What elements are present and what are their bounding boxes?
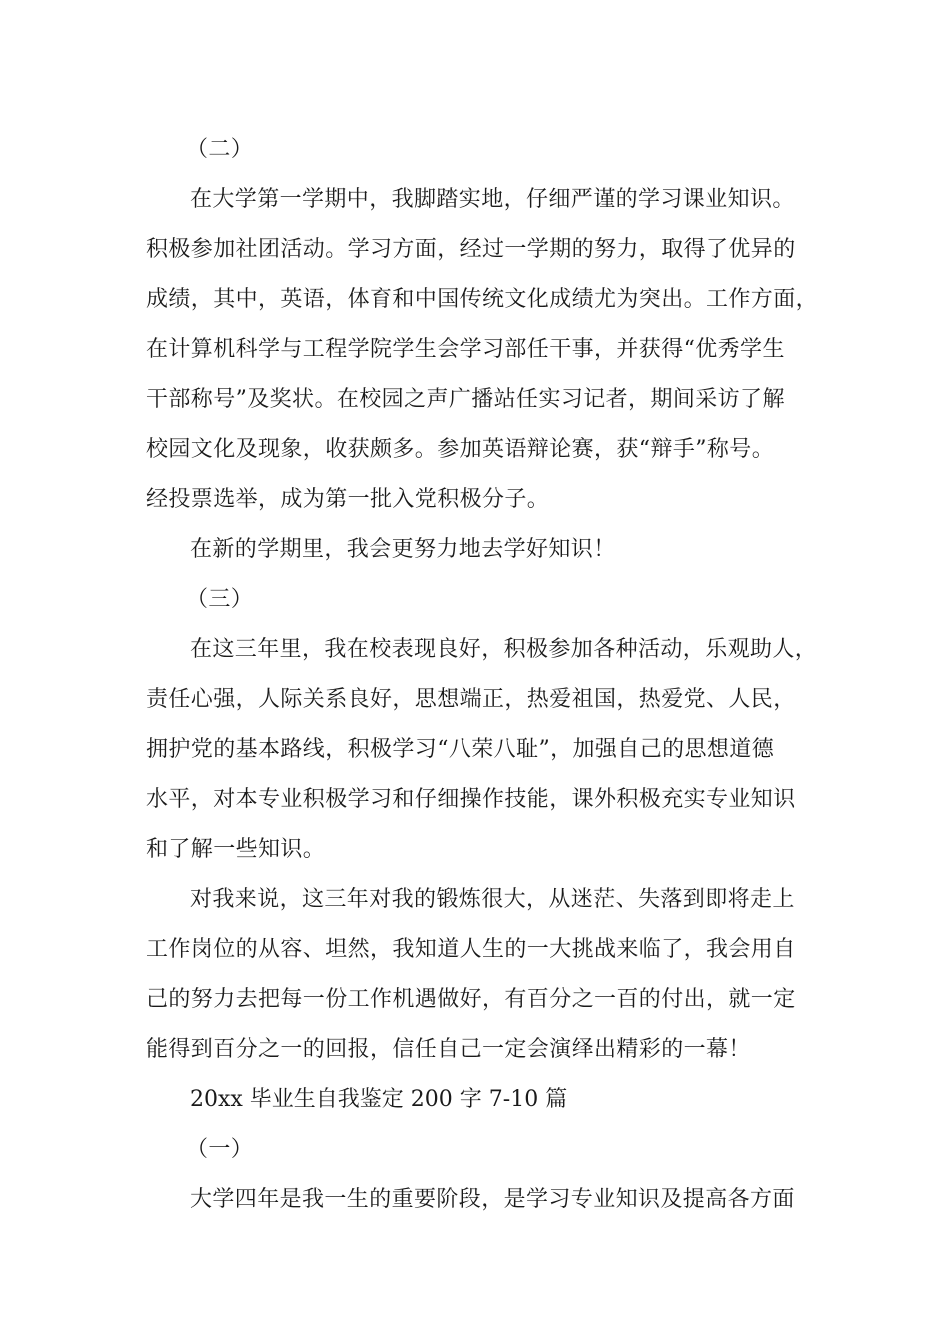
paragraph-line: 对我来说，这三年对我的锻炼很大，从迷茫、失落到即将走上: [190, 887, 795, 912]
paragraph-line: 在大学第一学期中，我脚踏实地，仔细严谨的学习课业知识。: [190, 187, 795, 212]
paragraph-line: 工作岗位的从容、坦然，我知道人生的一大挑战来临了，我会用自: [146, 937, 796, 962]
paragraph-line: 干部称号”及奖状。在校园之声广播站任实习记者，期间采访了解: [146, 387, 785, 412]
paragraph-line: 能得到百分之一的回报，信任自己一定会演绎出精彩的一幕！: [146, 1037, 751, 1062]
paragraph-line: 大学四年是我一生的重要阶段，是学习专业知识及提高各方面: [190, 1187, 795, 1212]
paragraph-line: 拥护党的基本路线，积极学习“八荣八耻”，加强自己的思想道德: [146, 737, 775, 762]
paragraph-line: 在计算机科学与工程学院学生会学习部任干事，并获得“优秀学生: [146, 337, 785, 362]
paragraph-line: 己的努力去把每一份工作机遇做好，有百分之一百的付出，就一定: [146, 987, 796, 1012]
paragraph-line: 经投票选举，成为第一批入党积极分子。: [146, 487, 550, 512]
paragraph-line: 责任心强，人际关系良好，思想端正，热爱祖国，热爱党、人民，: [146, 687, 796, 712]
section-marker-3: （三）: [186, 587, 254, 612]
paragraph-line: 积极参加社团活动。学习方面，经过一学期的努力，取得了优异的: [146, 237, 796, 262]
paragraph-line: 校园文化及现象，收获颇多。参加英语辩论赛，获“辩手”称号。: [146, 437, 775, 462]
section-marker-2: （二）: [186, 137, 254, 162]
section-heading: 20xx 毕业生自我鉴定 200 字 7-10 篇: [190, 1087, 568, 1112]
paragraph-line: 在新的学期里，我会更努力地去学好知识！: [190, 537, 616, 562]
paragraph-line: 水平，对本专业积极学习和仔细操作技能，课外积极充实专业知识: [146, 787, 796, 812]
paragraph-line: 和了解一些知识。: [146, 837, 326, 862]
section-marker-1: （一）: [186, 1137, 254, 1162]
paragraph-line: 成绩，其中，英语，体育和中国传统文化成绩尤为突出。工作方面，: [146, 287, 819, 312]
paragraph-line: 在这三年里，我在校表现良好，积极参加各种活动，乐观助人，: [190, 637, 818, 662]
